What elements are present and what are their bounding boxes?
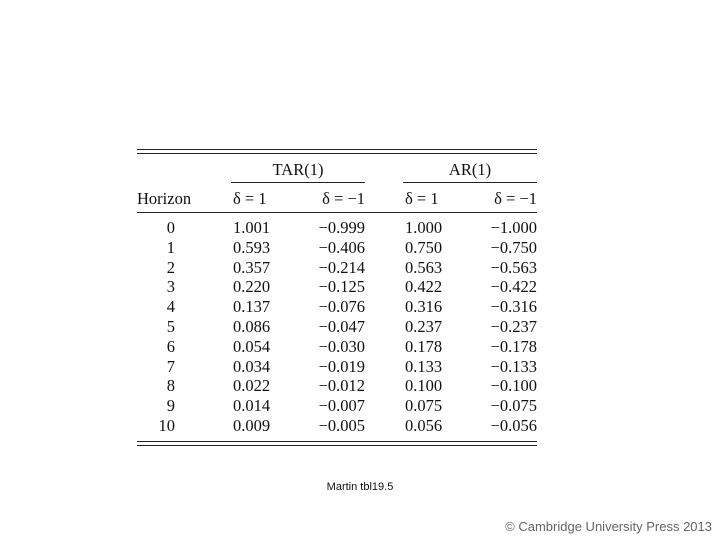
value-cell: −0.005 bbox=[318, 416, 365, 435]
horizon-cell: 7 bbox=[166, 356, 175, 376]
value-cell: −0.237 bbox=[490, 317, 537, 336]
value-cell: 0.422 bbox=[405, 277, 443, 297]
horizon-cell: 1 bbox=[166, 237, 175, 257]
horizon-cell: 4 bbox=[166, 297, 175, 317]
value-cell: 0.054 bbox=[233, 336, 271, 356]
value-cell: −0.214 bbox=[318, 257, 365, 277]
value-cell: 0.220 bbox=[233, 277, 271, 297]
value-cell: −0.316 bbox=[490, 297, 537, 317]
subheader-tar-pos: δ = 1 bbox=[233, 189, 267, 208]
value-cell: −0.076 bbox=[318, 297, 365, 317]
value-cell: 0.563 bbox=[405, 257, 443, 277]
horizon-cell: 10 bbox=[158, 416, 175, 435]
copyright-notice: © Cambridge University Press 2013 bbox=[505, 519, 712, 534]
subheader-tar-neg: δ = −1 bbox=[322, 189, 365, 208]
horizon-cell: 5 bbox=[166, 317, 175, 336]
value-cell: −0.056 bbox=[490, 416, 537, 435]
top-rule bbox=[137, 149, 537, 150]
bottom-rule bbox=[137, 441, 537, 442]
value-cell: −0.178 bbox=[490, 336, 537, 356]
value-cell: −0.125 bbox=[318, 277, 365, 297]
value-cell: −0.406 bbox=[318, 237, 365, 257]
value-cell: 0.056 bbox=[405, 416, 443, 435]
value-cell: 0.178 bbox=[405, 336, 443, 356]
top-rule-2 bbox=[137, 153, 537, 154]
value-cell: −0.012 bbox=[318, 376, 365, 396]
value-cell: 1.001 bbox=[233, 218, 271, 237]
subheader-ar-neg: δ = −1 bbox=[494, 189, 537, 208]
value-cell: 0.750 bbox=[405, 237, 443, 257]
value-cell: −0.019 bbox=[318, 356, 365, 376]
horizon-cell: 0 bbox=[166, 218, 175, 237]
value-cell: 1.000 bbox=[405, 218, 443, 237]
value-cell: 0.009 bbox=[233, 416, 271, 435]
value-cell: 0.593 bbox=[233, 237, 271, 257]
value-cell: 0.237 bbox=[405, 317, 443, 336]
value-cell: 0.014 bbox=[233, 396, 271, 416]
value-cell: 0.357 bbox=[233, 257, 271, 277]
value-cell: −0.047 bbox=[318, 317, 365, 336]
subheader-ar-pos: δ = 1 bbox=[405, 189, 439, 208]
value-cell: 0.137 bbox=[233, 297, 271, 317]
value-cell: −0.750 bbox=[490, 237, 537, 257]
value-cell: −0.999 bbox=[318, 218, 365, 237]
group-rule-ar bbox=[403, 182, 537, 183]
value-cell: 0.100 bbox=[405, 376, 443, 396]
horizon-cell: 2 bbox=[166, 257, 175, 277]
group-header-tar: TAR(1) bbox=[272, 160, 324, 179]
horizon-cell: 3 bbox=[166, 277, 175, 297]
value-cell: 0.086 bbox=[233, 317, 271, 336]
table-caption: Martin tbl19.5 bbox=[326, 481, 394, 493]
value-cell: 0.022 bbox=[233, 376, 271, 396]
value-cell: 0.133 bbox=[405, 356, 443, 376]
horizon-cell: 8 bbox=[166, 376, 175, 396]
value-cell: 0.034 bbox=[233, 356, 271, 376]
horizon-cell: 6 bbox=[166, 336, 175, 356]
value-cell: −0.422 bbox=[490, 277, 537, 297]
value-cell: −0.563 bbox=[490, 257, 537, 277]
row-header: Horizon bbox=[137, 189, 192, 208]
value-cell: 0.075 bbox=[405, 396, 443, 416]
value-cell: −0.100 bbox=[490, 376, 537, 396]
value-cell: −0.075 bbox=[490, 396, 537, 416]
header-rule bbox=[137, 212, 537, 213]
value-cell: 0.316 bbox=[405, 297, 443, 317]
value-cell: −0.007 bbox=[318, 396, 365, 416]
group-rule-tar bbox=[231, 182, 365, 183]
value-cell: −0.133 bbox=[490, 356, 537, 376]
horizon-cell: 9 bbox=[166, 396, 175, 416]
bottom-rule-2 bbox=[137, 445, 537, 446]
value-cell: −1.000 bbox=[490, 218, 537, 237]
group-header-ar: AR(1) bbox=[448, 160, 492, 179]
value-cell: −0.030 bbox=[318, 336, 365, 356]
